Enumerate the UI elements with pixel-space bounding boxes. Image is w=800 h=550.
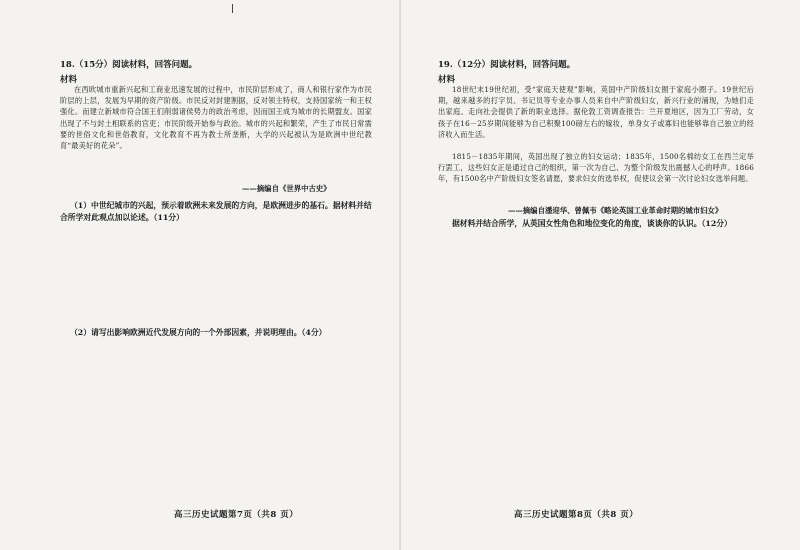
source-citation: ——摘编自潘迎华、曾佩韦《略论英国工业革命时期的城市妇女》 xyxy=(508,206,723,215)
source-citation: ——摘编自《世界中古史》 xyxy=(242,184,331,193)
sub-question-2: （2）请写出影响欧洲近代发展方向的一个外部因素，并说明理由。（4分） xyxy=(70,328,327,337)
question-18-header: 18.（15分）阅读材料，回答问题。 xyxy=(60,60,198,70)
page-footer: 高三历史试题第7页（共8 页） xyxy=(174,510,299,520)
material-label: 材料 xyxy=(438,75,456,85)
question-instruction: 据材料并结合所学，从英国女性角色和地位变化的角度，谈谈你的认识。（12分） xyxy=(452,219,732,228)
exam-page-8 xyxy=(400,0,800,550)
material-paragraph: 在西欧城市重新兴起和工商业迅速发展的过程中，市民阶层形成了，商人和银行家作为市民阶层的上层，发展为早期的资产阶级。市民反对封建割据，反对领主特权，支持国家统一和王权强化。而建立新城市符合国王们削弱诸侯势力的政治考虑，因而国王成为城市的长期盟友。国家出现了不与封土相联系的官吏；市民阶级开始参与政治。城市的兴起和繁荣，产生了市民日常需要的世俗文化和世俗教育，文化教育不再为教士所垄断，大学的兴起被认为是欧洲中世纪教育“最美好的花朵”。 xyxy=(60,85,372,151)
sub-question-1: （1）中世纪城市的兴起，预示着欧洲未来发展的方向，是欧洲进步的基石。据材料并结合所学对此观点加以论述。（11分） xyxy=(60,201,372,223)
page-footer: 高三历史试题第8页（共8 页） xyxy=(514,510,639,520)
material-paragraph-1: 18世纪末19世纪初，受“家庭天使观”影响，英国中产阶级妇女囿于家庭小圈子。19世纪后期，越来越多的打字员、书记员等专业办事人员来自中产阶级妇女，新兴行业的涌现，为她们走出家庭、走向社会提供了新的职业选择。据伦敦工资调查报告：兰开夏地区，因为工厂劳动，女孩子在16－25岁期间能够为自己积聚100磅左右的嫁妆，单身女子或寡妇也能够靠自己独立的经济收入而生活。 xyxy=(438,85,754,139)
material-label: 材料 xyxy=(60,75,78,85)
material-paragraph-2: 1815－1835年期间，英国出现了独立的妇女运动；1835年，1500名棉纺女工在西兰定举行罢工，这些妇女正是通过自己的组织，第一次为自己、为整个阶级发出震撼人心的呼声。1866年，有1500名中产阶级妇女签名请愿，要求妇女的选举权，促使议会第一次讨论妇女选举问题。 xyxy=(438,152,754,184)
question-19-header: 19.（12分）阅读材料，回答问题。 xyxy=(438,60,576,70)
